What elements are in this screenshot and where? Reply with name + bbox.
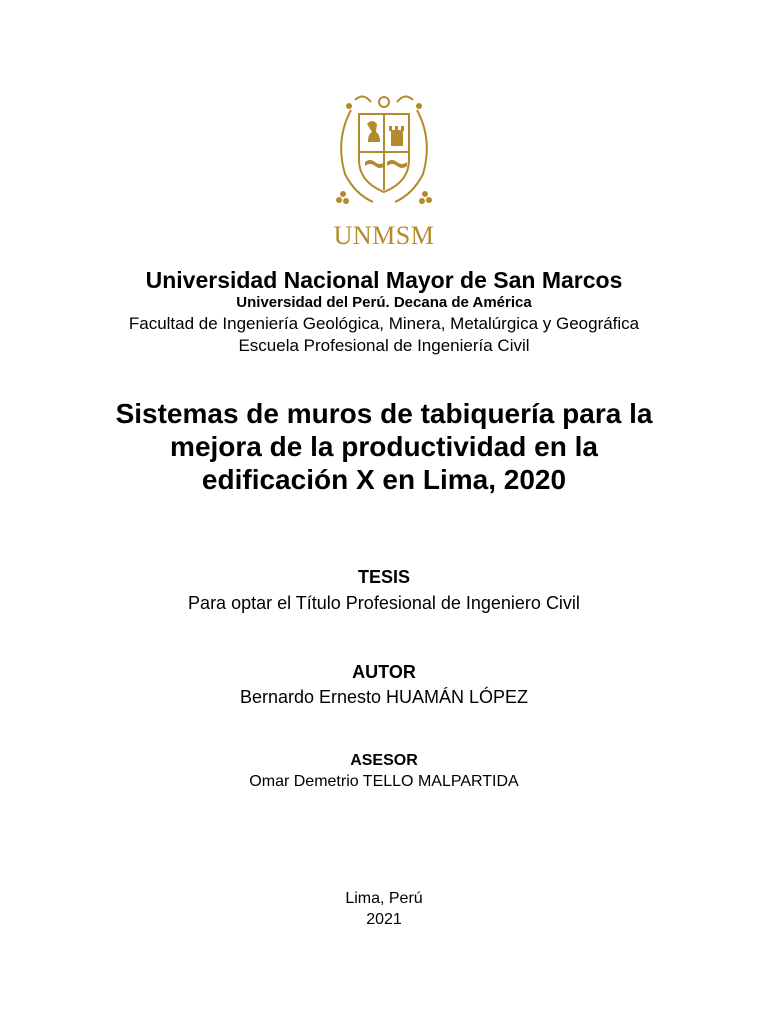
- university-name: Universidad Nacional Mayor de San Marcos: [145, 267, 623, 293]
- university-subtitle: Universidad del Perú. Decana de América: [236, 294, 532, 311]
- school-name: Escuela Profesional de Ingeniería Civil: [238, 336, 530, 355]
- brand-wordmark: UNMSM: [333, 221, 435, 250]
- place: Lima, Perú: [345, 890, 423, 907]
- advisor-label: ASESOR: [350, 752, 418, 769]
- thesis-title-line: edificación X en Lima, 2020: [201, 464, 567, 495]
- author-name: Bernardo Ernesto HUAMÁN LÓPEZ: [239, 687, 529, 707]
- thesis-purpose: Para optar el Título Profesional de Ingeniero Civil: [188, 593, 580, 613]
- university-seal-icon: [329, 90, 439, 210]
- year: 2021: [366, 911, 402, 928]
- author-label: AUTOR: [352, 662, 416, 682]
- thesis-title-line: mejora de la productividad en la: [170, 431, 598, 462]
- thesis-label: TESIS: [357, 567, 410, 587]
- thesis-title: [0, 397, 768, 496]
- faculty-name: Facultad de Ingeniería Geológica, Minera, Metalúrgica y Geográfica: [128, 314, 640, 333]
- advisor-name: Omar Demetrio TELLO MALPARTIDA: [249, 773, 519, 790]
- thesis-title-line: Sistemas de muros de tabiquería para la: [115, 398, 653, 429]
